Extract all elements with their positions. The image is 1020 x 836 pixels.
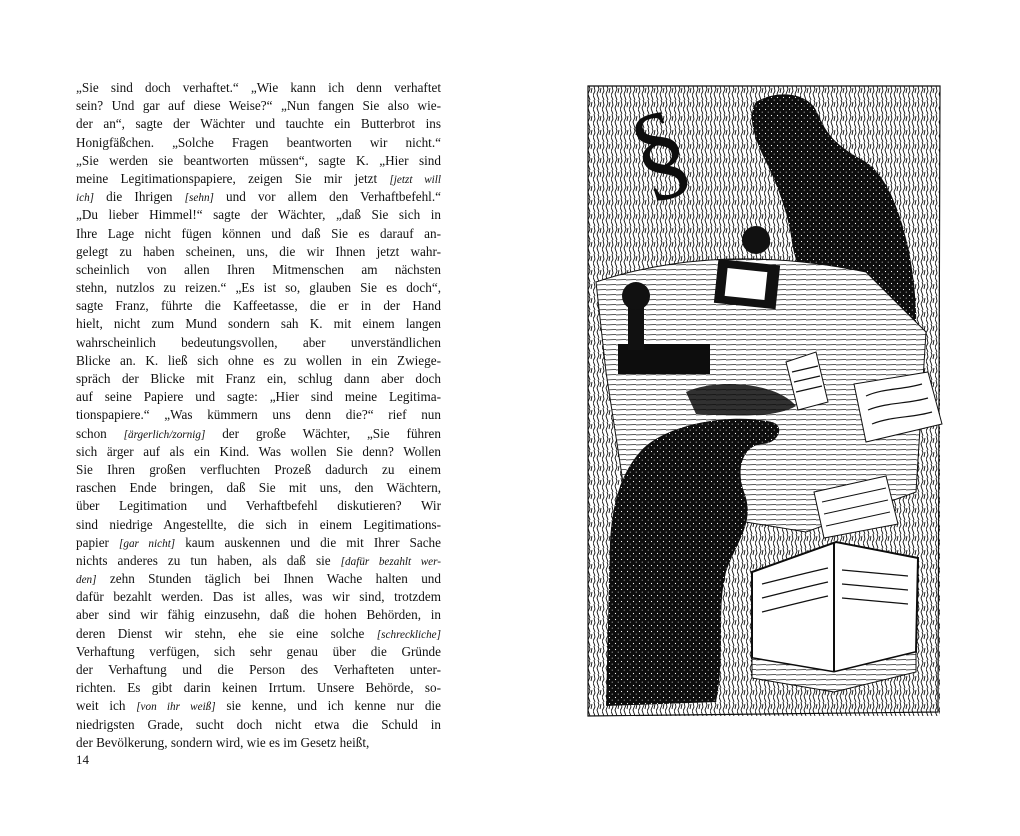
text-segment: „Sie werden sie beantworten müssen“, sagte K. „Hier sind xyxy=(76,152,441,168)
editorial-insertion: [jetzt will xyxy=(389,173,441,186)
text-segment: über Legitimation und Verhaftbefehl diskutieren? Wir xyxy=(76,498,441,514)
text-line xyxy=(76,497,441,515)
text-line xyxy=(76,243,441,261)
text-line xyxy=(76,552,441,570)
text-line xyxy=(76,188,441,206)
text-segment: der an“, sagte der Wächter und tauchte ein Butterbrot ins xyxy=(76,116,441,132)
text-segment: der Verhaftung und die Person des Verhafteten unter- xyxy=(76,662,441,677)
text-segment: „Sie sind doch verhaftet.“ „Wie kann ich denn verhaftet xyxy=(76,80,441,95)
text-segment: Honigfäßchen. „Solche Fragen beantworten wir nicht.“ xyxy=(76,134,441,150)
text-line xyxy=(76,425,441,443)
paragraph-symbol: § xyxy=(615,86,704,216)
stamp-handle xyxy=(628,304,644,350)
text-segment: zehn Stunden täglich bei Ihnen Wache halten und xyxy=(96,571,441,587)
text-line xyxy=(76,734,441,752)
text-line xyxy=(76,315,441,333)
text-segment: sie kenne, und ich kenne nur die xyxy=(215,698,441,714)
text-line xyxy=(76,697,441,715)
stamp-knob xyxy=(622,282,650,310)
text-line xyxy=(76,461,441,479)
body-text xyxy=(76,79,441,752)
editorial-insertion: [schreckliche] xyxy=(376,628,441,641)
text-line xyxy=(76,534,441,552)
text-line xyxy=(76,370,441,388)
text-segment: tionspapiere.“ „Was kümmern uns denn die?“ rief nun xyxy=(76,407,441,423)
text-line xyxy=(76,79,441,97)
text-line xyxy=(76,570,441,588)
text-line xyxy=(76,115,441,133)
text-segment: sind niedrige Angestellte, die sich in einem Legitimations- xyxy=(76,516,441,532)
text-line xyxy=(76,297,441,315)
text-segment: Blicke an. K. ließ sich ohne es zu wollen in ein Zwiege- xyxy=(76,352,441,368)
text-line xyxy=(76,588,441,606)
ink-pot xyxy=(742,226,770,254)
text-segment: kaum auskennen und die mit Ihrer Sache xyxy=(175,534,442,550)
text-line xyxy=(76,661,441,679)
text-line xyxy=(76,334,441,352)
illustration-artwork xyxy=(566,72,971,726)
text-segment: papier xyxy=(76,534,119,550)
text-segment: Ihre Lage nicht fügen können und daß Sie es darauf an- xyxy=(76,225,441,241)
text-segment: sagte Franz, führte die Kaffeetasse, die er in der Hand xyxy=(76,298,441,314)
text-segment: die Ihrigen xyxy=(94,189,185,205)
text-segment: niedrigsten Grade, sucht doch nicht etwa die Schuld in xyxy=(76,716,441,732)
text-segment: sein? Und gar auf diese Weise?“ „Nun fangen Sie also wie- xyxy=(76,98,441,114)
text-line xyxy=(76,134,441,152)
text-segment: scheinlich von allen Ihren Mitmenschen am nächsten xyxy=(76,261,441,277)
text-line xyxy=(76,152,441,170)
text-segment: stehn, nutzlos zu reizen.“ „Es ist so, glauben Sie es doch“, xyxy=(76,280,441,296)
text-line xyxy=(76,643,441,661)
text-segment: der Bevölkerung, sondern wird, wie es im Gesetz heißt, xyxy=(76,734,370,750)
text-line xyxy=(76,279,441,297)
illustration xyxy=(566,72,971,726)
text-segment: und vor allem den Verhaftbefehl.“ xyxy=(213,189,441,205)
text-segment: meine Legitimationspapiere, zeigen Sie mir jetzt xyxy=(76,170,390,186)
text-line xyxy=(76,388,441,406)
text-segment: wahrscheinlich bedeutungsvollen, aber unverständlichen xyxy=(76,334,441,350)
text-segment: Sie Ihren großen verfluchten Prozeß dadurch zu einem xyxy=(76,461,441,477)
text-line xyxy=(76,516,441,534)
text-segment: richten. Es gibt darin keinen Irrtum. Unsere Behörde, so- xyxy=(76,680,441,696)
editorial-insertion: den] xyxy=(76,574,97,587)
editorial-insertion: [gar nicht] xyxy=(119,537,176,550)
text-line xyxy=(76,170,441,188)
editorial-insertion: [sehn] xyxy=(184,192,214,205)
editorial-insertion: [ärgerlich/zornig] xyxy=(123,428,206,441)
text-line xyxy=(76,97,441,115)
text-line xyxy=(76,406,441,424)
text-segment: „Du lieber Himmel!“ sagte der Wächter, „daß Sie sich in xyxy=(76,207,441,223)
text-segment: Verhaftung verfügen, sich sehr genau über die Gründe xyxy=(76,643,441,659)
page-number: 14 xyxy=(76,752,89,767)
editorial-insertion: [dafür bezahlt wer- xyxy=(340,555,441,568)
text-line xyxy=(76,261,441,279)
text-segment: weit ich xyxy=(76,698,137,714)
text-segment: nichts anderes zu tun haben, als daß sie xyxy=(76,552,341,568)
text-line xyxy=(76,352,441,370)
text-line xyxy=(76,443,441,461)
text-segment: schon xyxy=(76,425,124,441)
text-segment: auf seine Papiere und sagte: „Hier sind meine Legitima- xyxy=(76,389,441,405)
text-line xyxy=(76,606,441,624)
editorial-insertion: [von ihr weiß] xyxy=(136,701,216,714)
text-segment: spräch der Blicke mit Franz ein, schlug dann aber doch xyxy=(76,371,441,386)
text-line xyxy=(76,479,441,497)
text-segment: hielt, nicht zum Mund sondern sah K. mit einem langen xyxy=(76,316,441,332)
text-line xyxy=(76,625,441,643)
text-line xyxy=(76,206,441,224)
text-line xyxy=(76,716,441,734)
text-segment: aber sind wir fähig einzusehn, daß die hohen Behörden, in xyxy=(76,607,441,623)
editorial-insertion: ich] xyxy=(76,192,95,205)
text-segment: dafür bezahlt werden. Das ist alles, was wir sind, trotzdem xyxy=(76,589,441,605)
text-segment: raschen Ende bringen, daß Sie mit uns, den Wächtern, xyxy=(76,480,441,496)
text-line xyxy=(76,225,441,243)
text-segment: sich ärger auf als ein Kind. Was wollen Sie denn? Wollen xyxy=(76,443,441,459)
text-segment: gelegt zu haben scheinen, uns, die wir Ihnen jetzt wahr- xyxy=(76,243,441,259)
text-segment: deren Dienst wir stehn, ehe sie eine solche xyxy=(76,625,377,641)
text-segment: der große Wächter, „Sie führen xyxy=(205,425,441,441)
text-line xyxy=(76,679,441,697)
